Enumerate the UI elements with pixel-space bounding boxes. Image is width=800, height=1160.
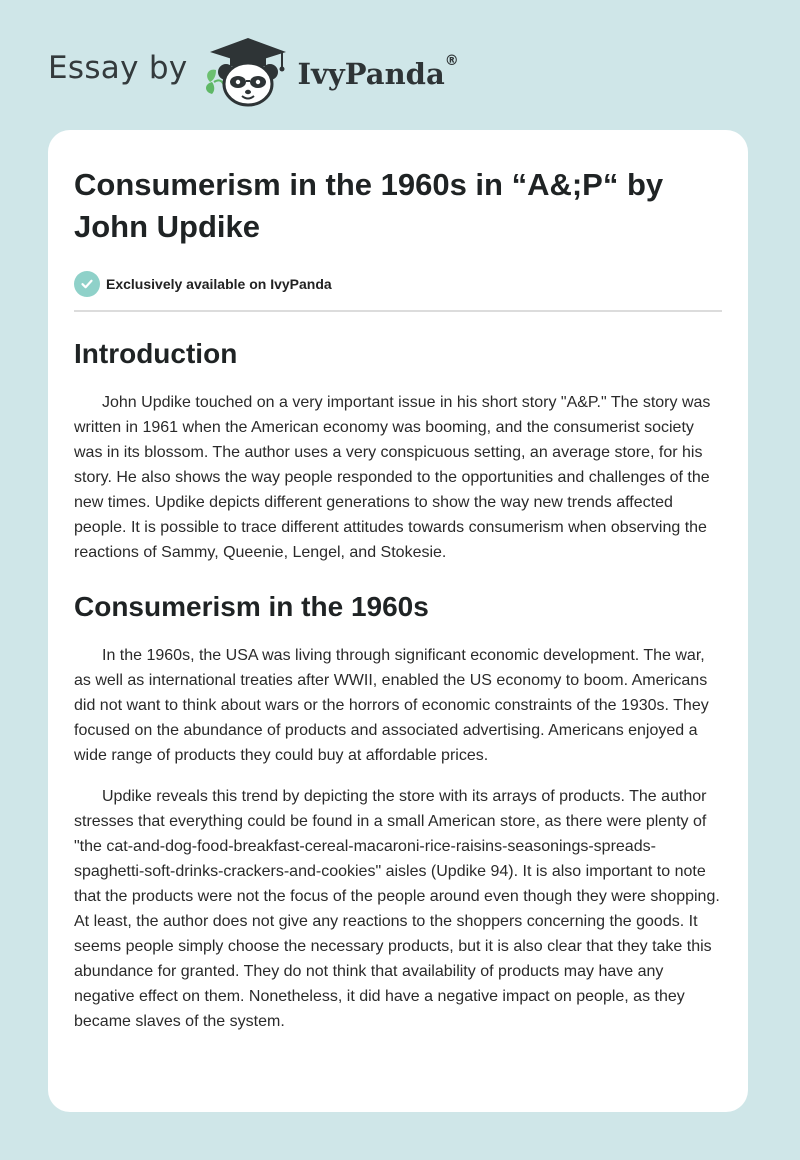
brand-name[interactable]: IvyPanda® bbox=[297, 53, 459, 91]
section-heading-introduction: Introduction bbox=[74, 338, 238, 369]
panda-logo-icon[interactable] bbox=[202, 36, 294, 108]
registered-mark: ® bbox=[444, 53, 459, 69]
paragraph: Updike reveals this trend by depicting the store with its arrays of products. The author stresses that everything could be found in a small American store, as there were plenty of "the cat-and-dog-food-breakfast-cereal-macaroni-rice-raisins-seasonings-spreads-spaghetti-soft-drinks-crackers-and-cookies" aisles (Updike 94). It is also important to note that the products were not the focus of the people around even though they were shopping. At least, the author does not give any reactions to the shoppers concerning the goods. It seems people simply choose the necessary products, but it is also clear that they take this abundance for granted. They do not think that availability of products may have any negative effect on them. Nonetheless, it did have a negative impact on people, as they became slaves of the system. bbox=[74, 788, 720, 1030]
paragraph: John Updike touched on a very important issue in his short story "A&P." The story was written in 1961 when the American economy was booming, and the consumerist society was in its blossom. The author uses a very conspicuous setting, an average store, for his story. He also shows the way people responded to the opportunities and challenges of the new times. Updike depicts different generations to show the way new trends affected people. It is possible to trace different attitudes towards consumerism when observing the reactions of Sammy, Queenie, Lengel, and Stokesie. bbox=[74, 394, 711, 561]
brand-header bbox=[48, 36, 459, 108]
section-heading-consumerism: Consumerism in the 1960s bbox=[74, 591, 429, 622]
exclusive-badge bbox=[74, 270, 722, 298]
checkmark-icon bbox=[74, 271, 100, 297]
badge-text: Exclusively available on IvyPanda bbox=[106, 276, 332, 292]
essay-title: Consumerism in the 1960s in “A&;P“ by John Updike bbox=[74, 167, 664, 244]
divider bbox=[74, 310, 722, 312]
brand-prefix: Essay by bbox=[48, 50, 188, 86]
paragraph: In the 1960s, the USA was living through significant economic development. The war, as well as international treaties after WWII, enabled the US economy to boom. Americans did not want to think about wars or the horrors of economic constraints of the 1930s. They focused on the abundance of products and associated advertising. Americans enjoyed a wide range of products they could buy at affordable prices. bbox=[74, 647, 709, 764]
essay-card bbox=[48, 130, 748, 1112]
